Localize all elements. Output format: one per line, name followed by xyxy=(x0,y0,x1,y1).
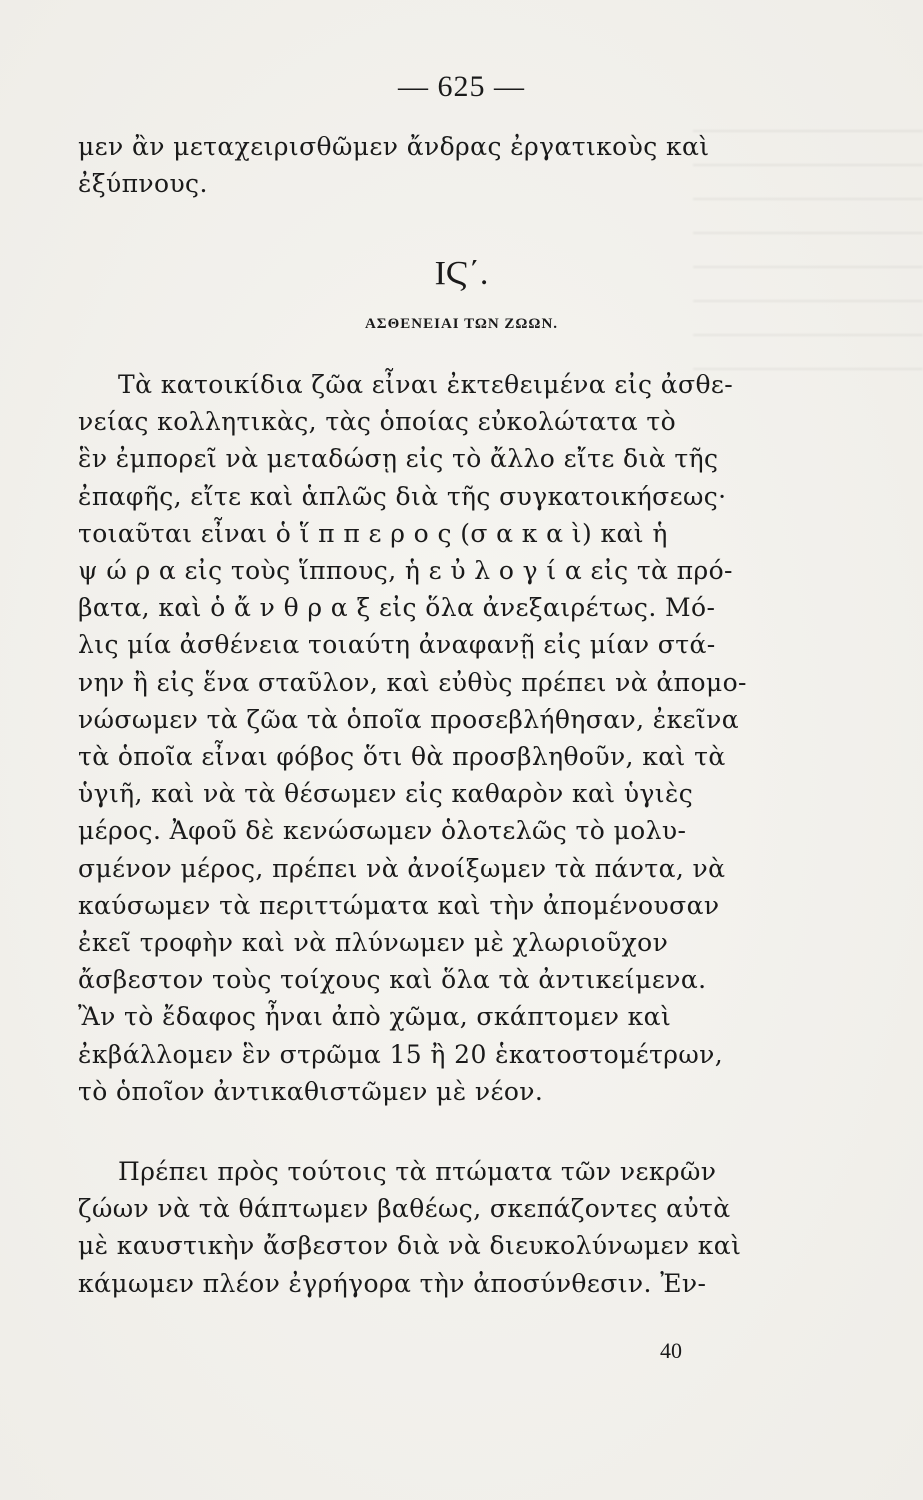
intro-paragraph xyxy=(78,128,768,202)
text-line: ἐκεῖ τροφὴν καὶ νὰ πλύνωμεν μὲ χλωριοῦχον xyxy=(78,928,669,958)
text-line: λις μία ἀσθένεια τοιαύτη ἀναφανῇ εἰς μίαν στά- xyxy=(78,630,716,660)
page-number: — 625 — xyxy=(398,70,525,103)
text-line: μεν ἂν μεταχειρισθῶμεν ἄνδρας ἐργατικοὺς καὶ xyxy=(78,132,710,161)
signature-mark: 40 xyxy=(660,1338,682,1363)
text-line: τὸ ὁποῖον ἀντικαθιστῶμεν μὲ νέον. xyxy=(78,1076,544,1106)
text-line: μὲ καυστικὴν ἄσβεστον διὰ νὰ διευκολύνωμεν καὶ xyxy=(78,1231,742,1261)
text-line: ἄσβεστον τοὺς τοίχους καὶ ὅλα τὰ ἀντικείμενα. xyxy=(78,965,707,995)
text-line: νώσωμεν τὰ ζῶα τὰ ὁποῖα προσεβλήθησαν, ἐκεῖνα xyxy=(78,704,740,734)
section-title: ΑΣΘΕΝΕΙΑΙ ΤΩΝ ΖΩΩΝ. xyxy=(364,316,559,332)
section-number: ΙϚ΄. xyxy=(434,255,489,292)
text-line: βατα, καὶ ὁ ἄ ν θ ρ α ξ εἰς ὅλα ἀνεξαιρέτως. Μό- xyxy=(78,593,716,623)
text-line: ζώων νὰ τὰ θάπτωμεν βαθέως, σκεπάζοντες αὐτὰ xyxy=(78,1194,731,1224)
text-line: κάμωμεν πλέον ἐγρήγορα τὴν ἀποσύνθεσιν. Ἐν- xyxy=(78,1268,707,1298)
text-line: τὰ ὁποῖα εἶναι φόβος ὅτι θὰ προσβληθοῦν, καὶ τὰ xyxy=(78,742,726,772)
text-line: ψ ώ ρ α εἰς τοὺς ἵππους, ἡ ε ὐ λ ο γ ί α εἰς τὰ πρό- xyxy=(78,556,733,586)
text-line: ἓν ἐμπορεῖ νὰ μεταδώσῃ εἰς τὸ ἄλλο εἴτε διὰ τῆς xyxy=(78,444,719,474)
second-paragraph xyxy=(78,1153,768,1302)
text-line: νείας κολλητικὰς, τὰς ὁποίας εὐκολώτατα τὸ xyxy=(78,407,677,437)
text-line: νην ἢ εἰς ἕνα σταῦλον, καὶ εὐθὺς πρέπει νὰ ἀπομο- xyxy=(78,667,747,697)
text-line: Τὰ κατοικίδια ζῶα εἶναι ἐκτεθειμένα εἰς ἀσθε- xyxy=(118,370,734,399)
body-paragraph xyxy=(78,366,768,1110)
text-line: ὑγιῆ, καὶ νὰ τὰ θέσωμεν εἰς καθαρὸν καὶ ὑγιὲς xyxy=(78,779,694,809)
text-line: σμένον μέρος, πρέπει νὰ ἀνοίξωμεν τὰ πάντα, νὰ xyxy=(78,853,726,883)
text-line: μέρος. Ἀφοῦ δὲ κενώσωμεν ὁλοτελῶς τὸ μολυ- xyxy=(78,816,687,846)
text-line: ἐπαφῆς, εἴτε καὶ ἁπλῶς διὰ τῆς συγκατοικήσεως· xyxy=(78,481,727,511)
text-line: Ἂν τὸ ἔδαφος ἦναι ἀπὸ χῶμα, σκάπτομεν καὶ xyxy=(78,1002,672,1032)
text-line: τοιαῦται εἶναι ὁ ἵ π π ε ρ ο ς (σ α κ α ὶ) καὶ ἡ xyxy=(78,518,668,548)
text-line: Πρέπει πρὸς τούτοις τὰ πτώματα τῶν νεκρῶν xyxy=(118,1157,717,1186)
text-line: ἐκβάλλομεν ἓν στρῶμα 15 ἢ 20 ἑκατοστομέτρων, xyxy=(78,1039,724,1069)
text-line: ἐξύπνους. xyxy=(78,169,208,199)
text-line: καύσωμεν τὰ περιττώματα καὶ τὴν ἀπομένουσαν xyxy=(78,890,720,920)
